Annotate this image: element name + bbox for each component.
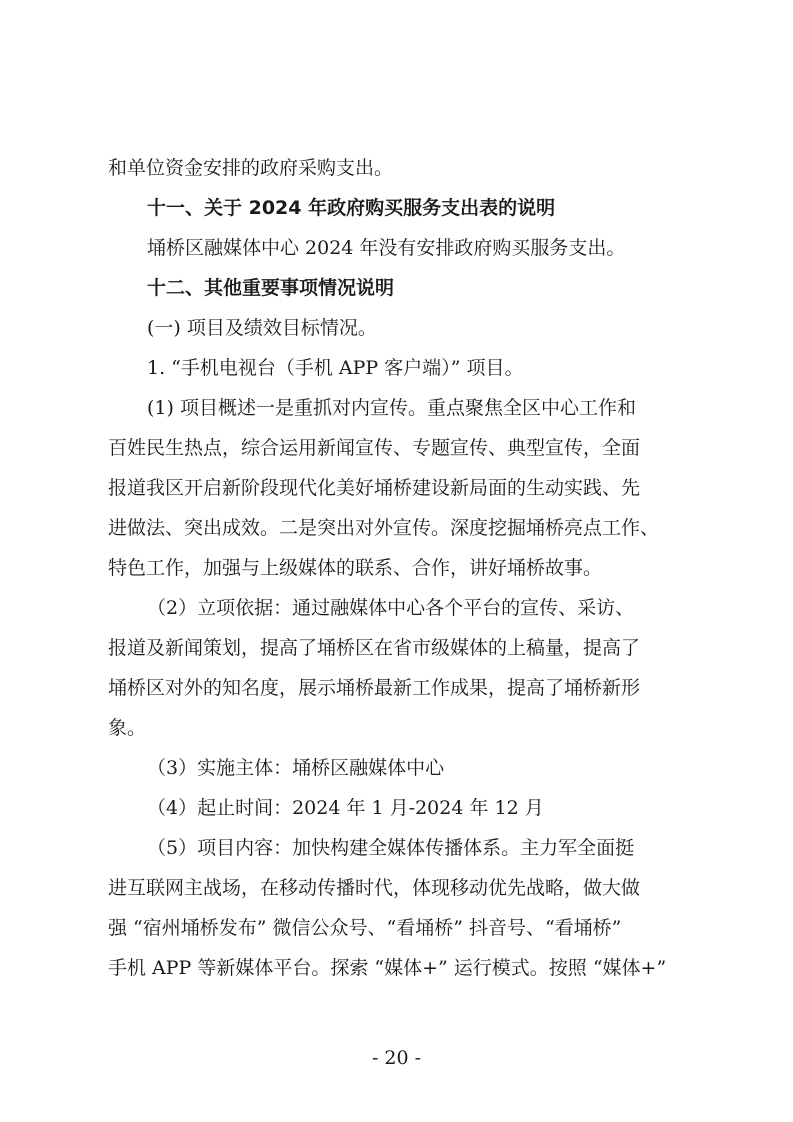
paragraph-line: 百姓民生热点，综合运用新闻宣传、专题宣传、典型宣传，全面 — [108, 437, 641, 459]
paragraph-line: 和单位资金安排的政府采购支出。 — [108, 157, 394, 179]
paragraph-line: 象。 — [108, 717, 147, 739]
section-heading-11: 十一、关于 2024 年政府购买服务支出表的说明 — [147, 197, 556, 219]
paragraph-line: （4）起止时间：2024 年 1 月-2024 年 12 月 — [147, 797, 544, 819]
paragraph-line: 进互联网主战场，在移动传播时代，体现移动优先战略，做大做 — [108, 877, 641, 899]
page-number: - 20 - — [371, 1047, 422, 1069]
paragraph-line: (1) 项目概述一是重抓对内宣传。重点聚焦全区中心工作和 — [147, 397, 636, 419]
paragraph-line: （3）实施主体：埇桥区融媒体中心 — [147, 757, 445, 779]
item-heading: 1. “手机电视台（手机 APP 客户端）” 项目。 — [147, 357, 524, 379]
paragraph-line: 进做法、突出成效。二是突出对外宣传。深度挖掘埇桥亮点工作、 — [108, 517, 660, 539]
paragraph-line: 埇桥区对外的知名度，展示埇桥最新工作成果，提高了埇桥新形 — [108, 677, 641, 699]
paragraph-line: （5）项目内容：加快构建全媒体传播体系。主力军全面挺 — [147, 837, 635, 859]
paragraph-line: 报道我区开启新阶段现代化美好埇桥建设新局面的生动实践、先 — [108, 477, 641, 499]
section-heading-12: 十二、其他重要事项情况说明 — [147, 277, 395, 299]
paragraph-line: 手机 APP 等新媒体平台。探索 “媒体+” 运行模式。按照 “媒体+” — [108, 957, 667, 979]
paragraph-line: 特色工作，加强与上级媒体的联系、合作，讲好埇桥故事。 — [108, 557, 603, 579]
paragraph-line: （2）立项依据：通过融媒体中心各个平台的宣传、采访、 — [147, 597, 635, 619]
paragraph-line: 强 “宿州埇桥发布” 微信公众号、“看埇桥” 抖音号、“看埇桥” — [108, 917, 622, 939]
paragraph-line: 报道及新闻策划，提高了埇桥区在省市级媒体的上稿量，提高了 — [108, 637, 641, 659]
paragraph-line: 埇桥区融媒体中心 2024 年没有安排政府购买服务支出。 — [147, 237, 626, 259]
subsection-heading: (一) 项目及绩效目标情况。 — [147, 317, 377, 339]
